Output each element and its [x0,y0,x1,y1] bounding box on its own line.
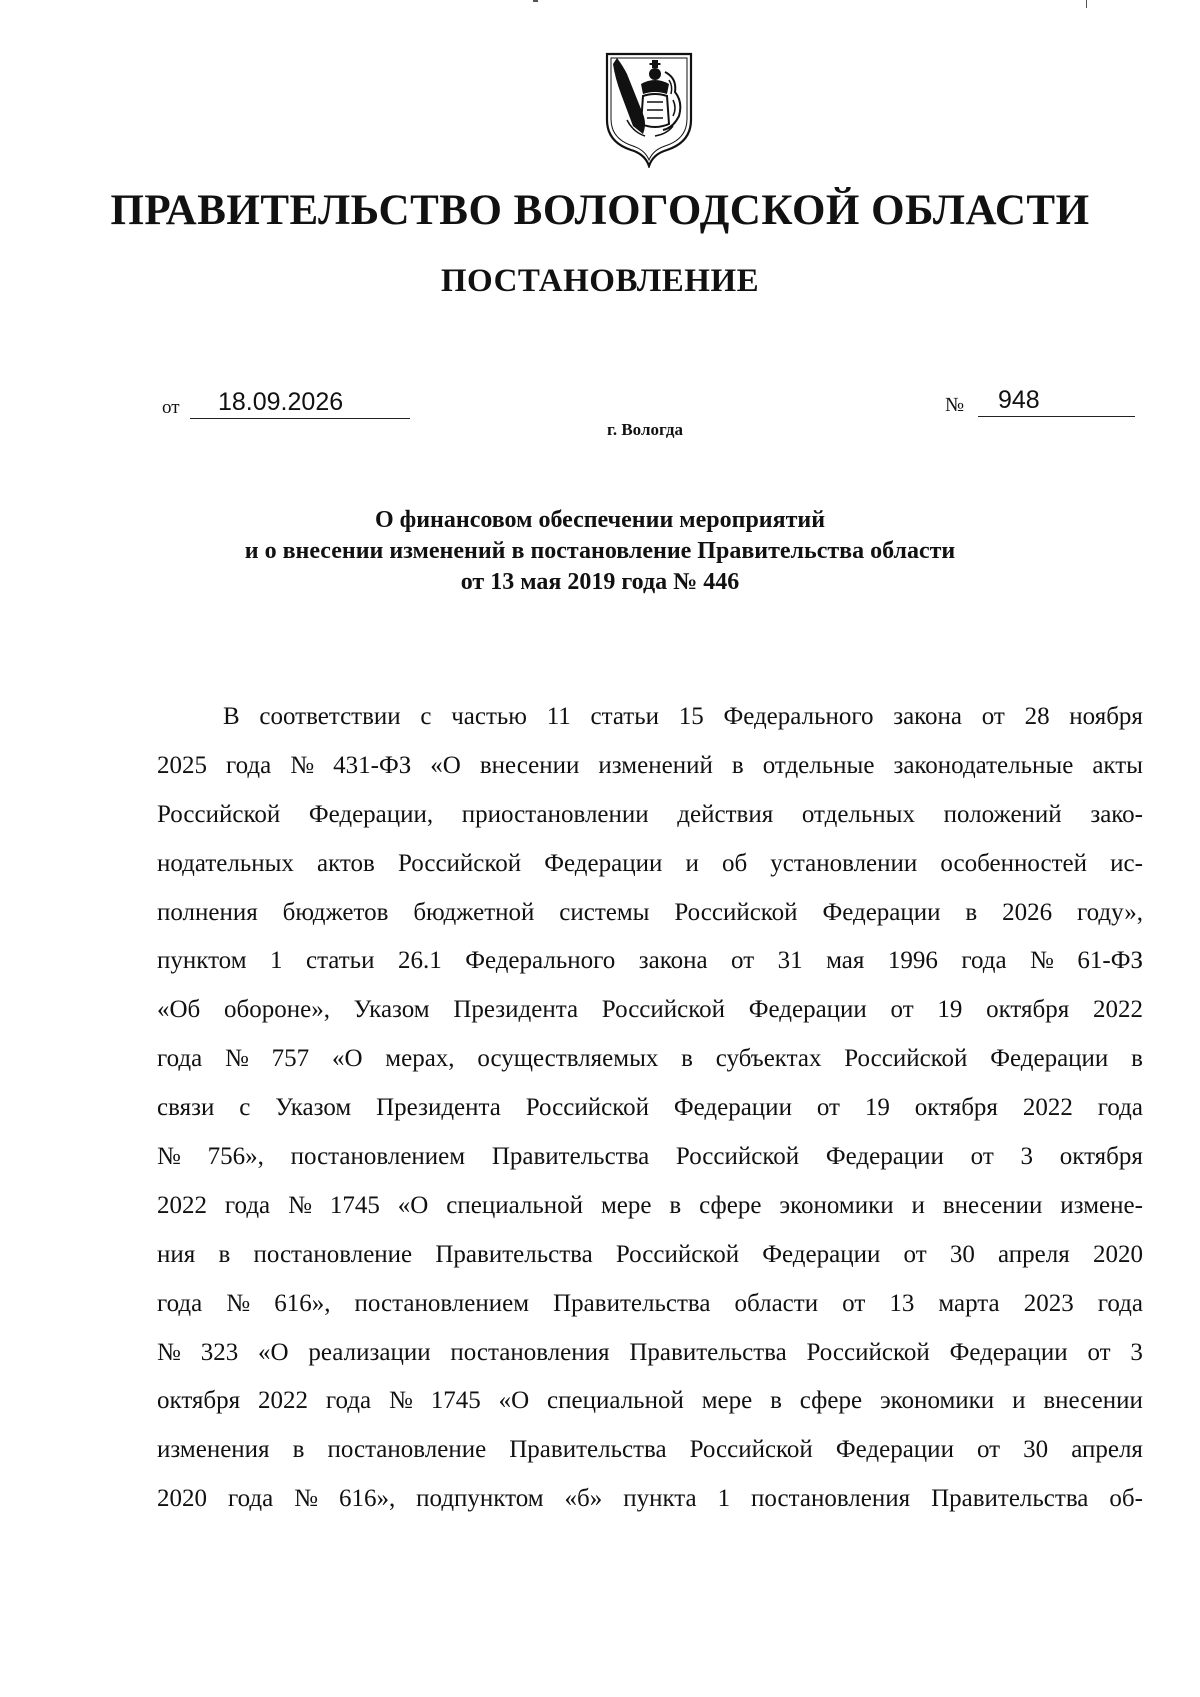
body-word: ния [157,1240,196,1268]
body-word: системы [559,898,650,926]
body-word: внесении [479,751,580,779]
body-line [157,693,1143,742]
body-word: году», [1076,898,1143,926]
body-word: от [731,947,755,975]
body-word: 15 [678,703,704,730]
body-word: 2023 [1023,1289,1074,1317]
body-word: в [218,1240,231,1268]
body-line [157,1475,1143,1524]
body-word: и [1012,1387,1026,1415]
body-word: Правительства [509,1436,667,1464]
body-word: от [981,703,1005,730]
body-word: акты [1092,751,1143,779]
body-word: об [721,849,748,877]
body-word: Российской [157,800,281,828]
body-word: зако- [1090,800,1143,828]
body-word: 31 [777,947,803,975]
body-word: года [227,1485,274,1513]
body-word: Федерации [762,1240,881,1268]
body-word: 2022 [1022,1094,1073,1122]
body-word: закона [893,703,963,730]
body-word: в [770,1387,782,1415]
body-word: 3 [1130,1338,1143,1366]
body-word: экономики [879,1387,995,1415]
body-word: 28 [1024,703,1050,730]
number-underline [978,416,1135,417]
body-word: 616», [338,1485,396,1513]
body-word: в [731,751,744,779]
body-word: «О [397,1191,429,1219]
body-word: Российской [615,1240,740,1268]
body-word: нодательных [157,849,294,877]
body-word: Российской [674,898,798,926]
body-word: 757 [271,1045,310,1073]
body-word: № [288,1191,312,1219]
body-word: апреля [998,1240,1070,1268]
scan-artifact-mark [533,0,538,2]
body-word: и [685,849,699,877]
body-word: Российской [397,849,522,877]
body-word: осуществляемых [477,1045,659,1073]
body-word: Федерации [990,1045,1109,1073]
body-word: «О [430,751,461,779]
body-line [157,742,1143,791]
body-word: Федерации [835,1436,954,1464]
body-word: законодательные [893,751,1074,779]
organization-title: ПРАВИТЕЛЬСТВО ВОЛОГОДСКОЙ ОБЛАСТИ [110,187,1090,234]
body-line [157,1035,1143,1084]
body-word: Правительства [629,1338,787,1366]
body-word: бюджетной [413,898,535,926]
body-word: от [977,1436,1001,1464]
body-word: Федерации, [308,800,434,828]
body-word: № [157,1338,181,1366]
body-line [157,1231,1143,1280]
body-word: 1996 [887,947,938,975]
body-word: экономики [779,1191,894,1219]
body-word: Указом [275,1094,352,1122]
body-word: специальной [547,1387,684,1415]
body-word: мерах, [385,1045,455,1073]
body-word: года [1097,1094,1143,1122]
body-word: года [157,1045,203,1073]
body-word: закона [638,947,708,975]
body-word: постановления [450,1338,610,1366]
body-word: Федерации [949,1338,1068,1366]
body-word: отдельные [762,751,875,779]
body-word: мере [600,1191,652,1219]
body-line [157,1182,1143,1231]
body-word: Российской [689,1436,813,1464]
body-word: от [816,1094,840,1122]
body-word: апреля [1071,1436,1143,1464]
body-word: от [842,1289,866,1317]
body-word: Российской [601,996,726,1024]
body-word: 26.1 [397,947,442,975]
body-word: года [157,1289,203,1317]
body-word: специальной [446,1191,584,1219]
body-word: субъектах [715,1045,822,1073]
body-word: актов [317,849,375,877]
body-word: Российской [844,1045,968,1073]
body-line [157,1377,1143,1426]
body-line [157,840,1143,889]
body-word: 11 [546,703,571,730]
body-word: отдельных [801,800,915,828]
body-line [157,791,1143,840]
heading-line: и о внесении изменений в постановление Правительства области [244,538,956,564]
body-word: подпунктом [416,1485,544,1513]
body-word: Правительства [435,1240,593,1268]
body-word: октября [1059,1143,1143,1171]
body-word: от [1087,1338,1111,1366]
body-word: изменения [157,1436,270,1464]
body-word: 1 [717,1485,731,1513]
date-label: от [162,397,180,418]
body-word: 2020 [1092,1240,1143,1268]
body-word: об- [1109,1485,1143,1513]
body-word: внесении [942,1191,1043,1219]
body-word: 2022 [1092,996,1143,1024]
body-word: № [226,1289,251,1317]
body-word: ис- [1110,849,1143,877]
body-word: с [420,703,432,730]
body-word: Федерального [465,947,616,975]
body-word: октября [157,1387,241,1415]
body-word: реализации [308,1338,431,1366]
body-word: постановлением [354,1289,530,1317]
body-word: 1 [270,947,283,975]
body-word: от [970,1143,994,1171]
body-word: Правительства [931,1485,1089,1513]
body-word: Федерации [825,1143,944,1171]
body-word: 1745 [329,1191,380,1219]
body-word: года [961,947,1007,975]
body-word: Указом [353,996,430,1024]
body-word: «О [331,1045,363,1073]
body-word: марта [938,1289,1000,1317]
heading-line: О финансовом обеспечении мероприятий [374,507,826,533]
body-word: 2026 [1002,898,1053,926]
body-line [157,986,1143,1035]
body-word: 61-ФЗ [1077,947,1143,975]
body-word: октября [914,1094,998,1122]
body-line [157,1084,1143,1133]
body-word: постановление [253,1240,413,1268]
body-word: 2022 [157,1191,207,1219]
body-word: 3 [1020,1143,1034,1171]
body-word: Президента [376,1094,501,1122]
body-word: изменений [598,751,713,779]
date-underline [190,418,410,419]
body-word: ноября [1069,703,1143,730]
body-line [157,1426,1143,1475]
body-word: 19 [864,1094,890,1122]
body-line [157,1133,1143,1182]
body-word: Российской [525,1094,649,1122]
body-line [157,937,1143,986]
coat-of-arms-icon [603,50,695,168]
body-word: Федерации [748,996,867,1024]
body-word: внесении [1043,1387,1143,1415]
body-word: в [669,1191,682,1219]
body-word: мая [826,947,865,975]
body-word: Федерации [544,849,663,877]
document-heading [0,505,1200,598]
body-word: действия [677,800,774,828]
body-word: № [389,1387,413,1415]
body-word: в [1131,1045,1143,1073]
heading-line: от 13 мая 2019 года № 446 [460,569,740,595]
body-word: статьи [590,703,659,730]
body-word: № [1030,947,1054,975]
body-word: «б» [564,1485,603,1513]
body-word: Президента [453,996,579,1024]
body-word: 431-ФЗ [333,751,412,779]
body-word: приостановлении [461,800,649,828]
body-word: 2022 [258,1387,309,1415]
body-word: Правительства [553,1289,711,1317]
body-word: постановление [327,1436,487,1464]
body-text [157,693,1143,1524]
city-name: г. Вологда [607,420,683,439]
body-word: от [890,996,914,1024]
body-word: 2020 [157,1485,207,1513]
body-word: 1745 [430,1387,481,1415]
body-word: Российской [675,1143,800,1171]
body-word: установлении [770,849,918,877]
body-line [157,1280,1143,1329]
body-word: 2025 [157,751,207,779]
document-type: ПОСТАНОВЛЕНИЕ [440,263,760,299]
body-word: 30 [1023,1436,1049,1464]
body-word: 19 [937,996,963,1024]
body-word: связи [157,1094,215,1122]
body-word: года [1097,1289,1143,1317]
body-word: года [325,1387,372,1415]
body-word: постановлением [290,1143,466,1171]
body-word: измене- [1060,1191,1143,1219]
body-word: 616», [274,1289,331,1317]
document-date: 18.09.2026 [218,388,344,416]
body-word: с [239,1094,251,1122]
body-word: сфере [799,1387,863,1415]
body-line [157,1329,1143,1378]
body-word: бюджетов [282,898,389,926]
body-word: области [734,1289,819,1317]
body-word: № [290,751,315,779]
body-word: пунктом [157,947,247,975]
body-word: в [292,1436,305,1464]
body-word: в [681,1045,693,1073]
body-word: «О [258,1338,289,1366]
body-word: года [226,751,272,779]
body-word: Правительства [491,1143,650,1171]
body-word: 756», [207,1143,264,1171]
body-word: 30 [949,1240,975,1268]
number-label: № [945,394,965,416]
body-word: октября [986,996,1070,1024]
body-word: № [157,1143,181,1171]
body-word: сфере [699,1191,762,1219]
body-word: Российской [806,1338,930,1366]
body-word: Федерации [822,898,941,926]
body-word: «О [498,1387,530,1415]
body-word: частью [451,703,527,730]
body-word: 13 [889,1289,915,1317]
body-word: пункта [623,1485,697,1513]
scan-artifact-mark [1086,0,1087,8]
body-word: 323 [200,1338,239,1366]
body-word: статьи [305,947,375,975]
body-word: Федерального [723,703,874,730]
body-word: № [225,1045,249,1073]
document-number: 948 [998,386,1040,414]
body-word: постановления [751,1485,911,1513]
body-word: № [294,1485,318,1513]
body-word: положений [943,800,1062,828]
body-line [157,889,1143,938]
body-word: в [965,898,978,926]
body-word: Федерации [673,1094,792,1122]
body-word: соответствии [259,703,401,730]
body-word: мере [701,1387,753,1415]
body-word: от [903,1240,927,1268]
body-word: В [223,703,240,730]
body-word: «Об [157,996,201,1024]
body-word: особенностей [940,849,1087,877]
body-word: обороне», [224,996,330,1024]
body-word: года [224,1191,271,1219]
body-word: полнения [157,898,258,926]
body-word: и [911,1191,925,1219]
